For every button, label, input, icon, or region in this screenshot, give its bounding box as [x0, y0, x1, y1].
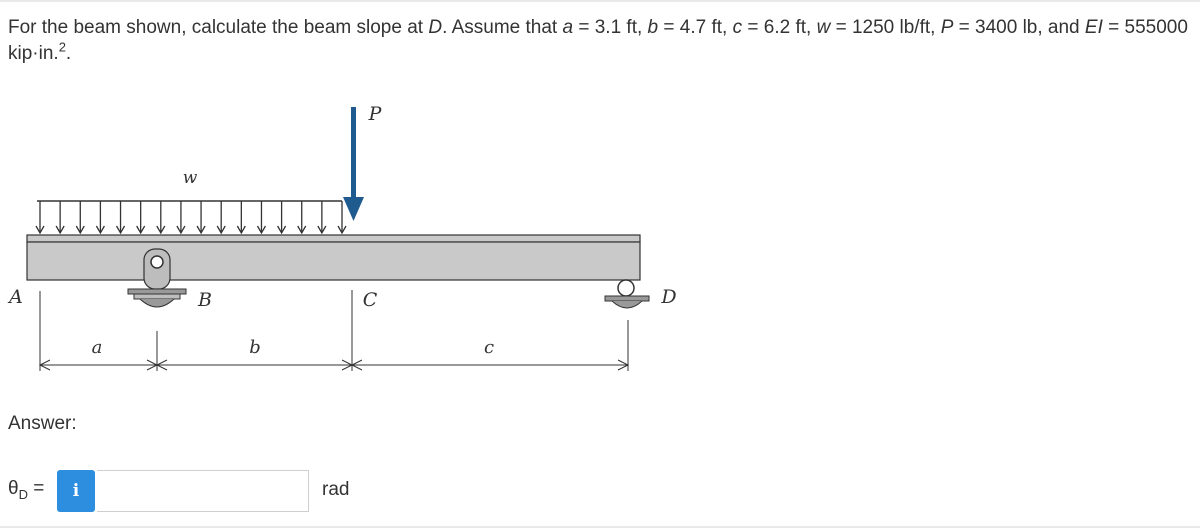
support-d — [605, 280, 649, 308]
top-divider — [0, 0, 1200, 2]
point-c-label: C — [362, 289, 378, 311]
beam-body — [27, 242, 640, 280]
point-d-label: D — [661, 286, 677, 308]
dimension-c-label: c — [483, 337, 495, 358]
point-load-arrow-head — [343, 197, 364, 221]
load-w-label: w — [182, 168, 198, 188]
theta-d-label: $\theta_D$ = — [8, 478, 45, 502]
bottom-divider — [0, 526, 1200, 528]
beam-top-flange — [27, 235, 640, 242]
point-load-arrow-shaft — [351, 107, 356, 209]
point-a-label: A — [9, 286, 23, 308]
unit-label: rad — [322, 479, 350, 500]
load-p-label: P — [368, 103, 382, 125]
dimension-a-label: a — [91, 337, 103, 358]
answer-input[interactable] — [97, 470, 309, 512]
beam-diagram — [0, 95, 700, 385]
answer-label: Answer: — [8, 413, 77, 434]
distributed-load-arrows — [36, 201, 346, 233]
question-text: For the beam shown, calculate the beam slope at D. Assume that a = 3.1 ft, b = 4.7 ft, c = 6.2 ft, w = 1250 lb/ft, P = 3400 lb, and EI = 555000 kip·in.$^2$. — [8, 17, 1188, 64]
dimension-b-label: b — [249, 337, 261, 358]
point-b-label: B — [198, 289, 212, 311]
info-icon[interactable]: i — [57, 470, 95, 512]
